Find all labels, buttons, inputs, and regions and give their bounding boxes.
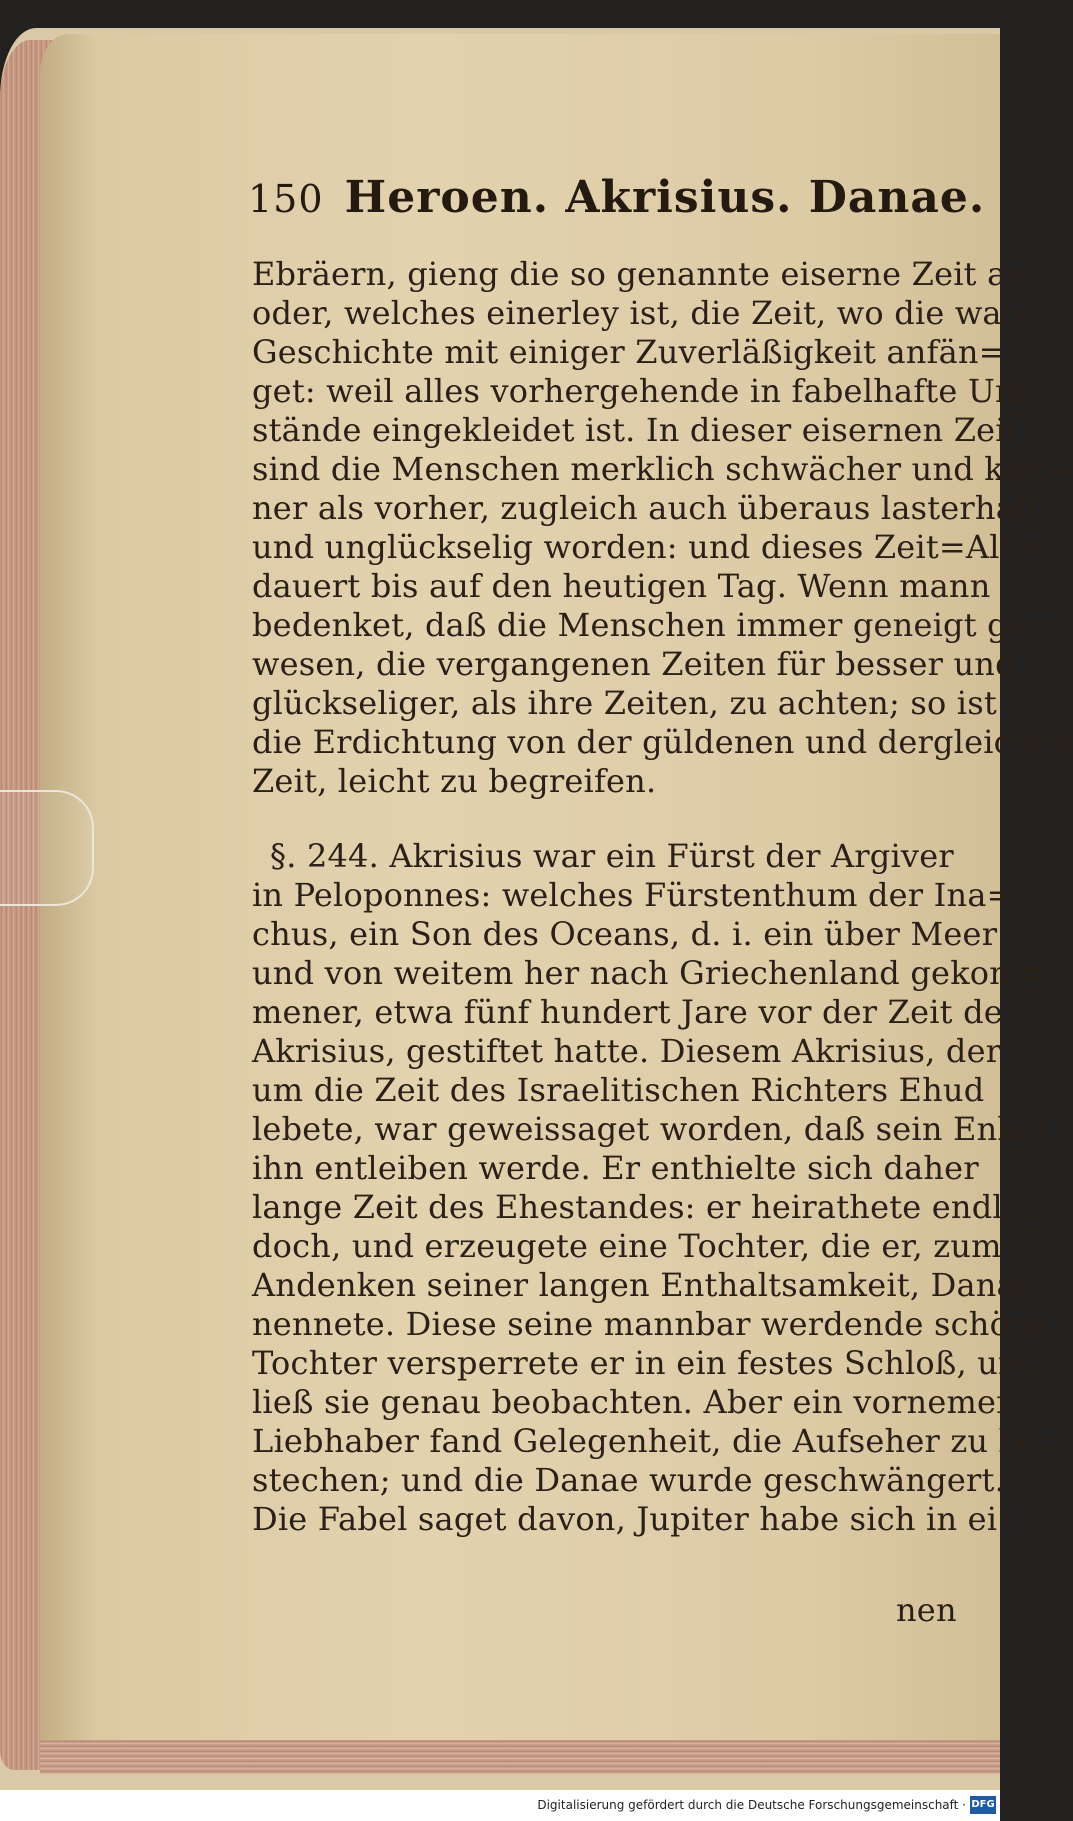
running-title: Heroen. Akrisius. Danae. [344,172,986,223]
text-line: Ebräern, gieng die so genannte eiserne Zeit an, [252,255,1038,293]
text-line: stechen; und die Danae wurde geschwängert. [252,1461,1005,1499]
text-line: lebete, war geweissaget worden, daß sein Enkel [252,1110,1047,1148]
text-line: Andenken seiner langen Enthaltsamkeit, Danae [252,1266,1035,1304]
bookmark-tab [0,790,94,906]
text-line: oder, welches einerley ist, die Zeit, wo die ware [252,294,1037,332]
text-line: Tochter versperrete er in ein festes Schloß, und [252,1344,1040,1382]
text-line: stände eingekleidet ist. In dieser eisernen Zeit [252,411,1019,449]
paragraph-start-line: §. 244. Akrisius war ein Fürst der Argiver [270,837,954,875]
text-line: Die Fabel saget davon, Jupiter habe sich in ei= [252,1500,1025,1538]
text-line: glückseliger, als ihre Zeiten, zu achten; so ist [252,684,997,722]
text-line: um die Zeit des Israelitischen Richters Ehud [252,1071,985,1109]
text-line: bedenket, daß die Menschen immer geneigt ge= [252,606,1054,644]
text-line: get: weil alles vorhergehende in fabelhafte Um= [252,372,1053,410]
text-line: ner als vorher, zugleich auch überaus lasterhaft [252,489,1041,527]
text-line: Liebhaber fand Gelegenheit, die Aufseher zu be= [252,1422,1066,1460]
text-line: Geschichte mit einiger Zuverläßigkeit anfän= [252,333,1006,371]
text-line: und unglückselig worden: und dieses Zeit=Alter [252,528,1048,566]
text-line: ihn entleiben werde. Er enthielte sich daher [252,1149,979,1187]
page-edges-bottom [40,1740,1000,1774]
dfg-logo-icon: DFG [970,1796,996,1814]
text-line: ließ sie genau beobachten. Aber ein vornemer [252,1383,1012,1421]
page-number: 150 [248,177,324,221]
text-line: lange Zeit des Ehestandes: er heirathete endlich [252,1188,1053,1226]
text-line: dauert bis auf den heutigen Tag. Wenn mann [252,567,991,605]
text-line: Zeit, leicht zu begreifen. [252,762,657,800]
text-line: sind die Menschen merklich schwächer und klei= [252,450,1071,488]
digitization-footer [0,1790,1000,1821]
text-line: und von weitem her nach Griechenland gekom= [252,954,1047,992]
funding-credit: Digitalisierung gefördert durch die Deutsche Forschungsgemeinschaft · [537,1798,966,1812]
text-line: mener, etwa fünf hundert Jare vor der Zeit des [252,993,1020,1031]
text-line: chus, ein Son des Oceans, d. i. ein über Meer [252,915,998,953]
text-line: doch, und erzeugete eine Tochter, die er, zum [252,1227,1002,1265]
text-line: wesen, die vergangenen Zeiten für besser und [252,645,1016,683]
page-header [248,172,986,232]
text-line: in Peloponnes: welches Fürstenthum der Ina= [252,876,1014,914]
text-line: die Erdichtung von der güldenen und dergleichen [252,723,1073,761]
text-line: Akrisius, gestiftet hatte. Diesem Akrisius, der [252,1032,1002,1070]
text-line: nennete. Diese seine mannbar werdende schöne [252,1305,1050,1343]
catchword: nen [896,1591,957,1629]
